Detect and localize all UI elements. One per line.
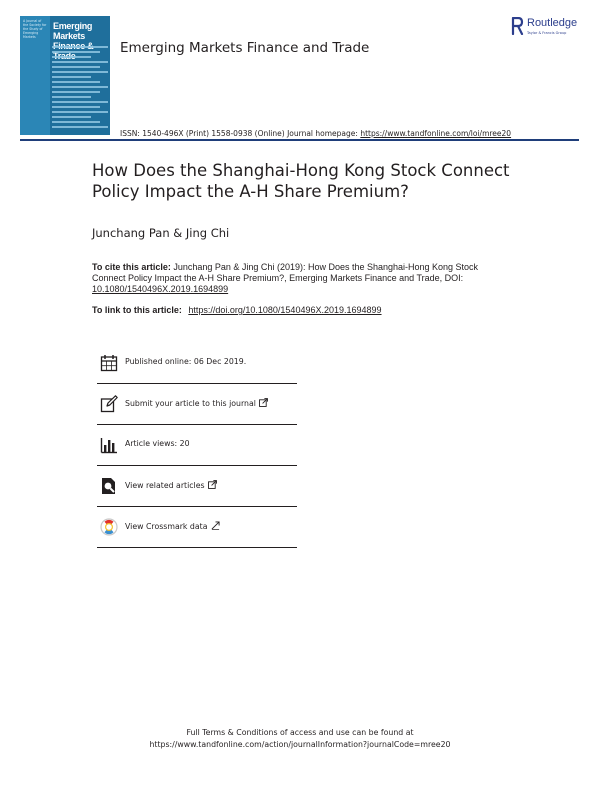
citation-doi-link[interactable]: 10.1080/1540496X.2019.1694899 <box>92 284 229 294</box>
crossmark-icon <box>100 518 118 536</box>
article-link-label: To link to this article: <box>92 305 182 315</box>
article-views-row <box>97 425 297 465</box>
citation-block <box>92 262 512 295</box>
routledge-logo-icon <box>511 17 524 35</box>
journal-homepage-link[interactable]: https://www.tandfonline.com/loi/mree20 <box>360 129 512 138</box>
cover-title-line1: Emerging Markets <box>53 21 93 41</box>
published-online-text: Published online: 06 Dec 2019. <box>125 357 247 366</box>
citation-label: To cite this article: <box>92 262 171 272</box>
issn-line <box>120 129 511 138</box>
submit-article-text: Submit your article to this journal <box>125 399 256 408</box>
article-link-line <box>92 305 382 315</box>
article-doi-link[interactable]: https://doi.org/10.1080/1540496X.2019.1694899 <box>188 305 382 315</box>
crossmark-link[interactable] <box>125 521 220 531</box>
article-authors: Junchang Pan & Jing Chi <box>92 226 230 240</box>
terms-footer-line1: Full Terms & Conditions of access and use can be found at <box>186 728 414 737</box>
citation-text: Junchang Pan & Jing Chi (2019): How Does the Shanghai-Hong Kong Stock Connect Policy Impact the A-H Share Premium?, Emerging Markets Finance and Trade, DOI: <box>92 262 479 283</box>
article-title: How Does the Shanghai-Hong Kong Stock Connect Policy Impact the A-H Share Premium? <box>92 161 510 201</box>
issn-text: ISSN: 1540-496X (Print) 1558-0938 (Online) Journal homepage: <box>120 129 358 138</box>
submit-article-row[interactable] <box>97 384 297 424</box>
external-link-icon <box>208 480 217 489</box>
related-articles-text: View related articles <box>125 481 205 490</box>
external-link-icon <box>259 398 268 407</box>
article-views-text: Article views: 20 <box>125 439 190 448</box>
submit-article-link[interactable] <box>125 398 268 408</box>
related-articles-link[interactable] <box>125 480 217 490</box>
bar-chart-icon <box>100 436 118 454</box>
header-divider <box>20 139 579 141</box>
related-articles-row[interactable] <box>97 466 297 506</box>
external-link-icon <box>211 521 220 530</box>
terms-footer <box>0 727 600 751</box>
cover-strip-text: A Journal of the Society for the Study of Emerging Markets <box>23 19 47 39</box>
crossmark-row[interactable] <box>97 507 297 547</box>
panel-divider <box>97 547 297 548</box>
publisher-logo[interactable] <box>511 16 591 40</box>
cover-side-strip <box>20 16 50 135</box>
terms-footer-link[interactable]: https://www.tandfonline.com/action/journalInformation?journalCode=mree20 <box>149 740 451 749</box>
journal-cover-image <box>20 16 110 135</box>
publisher-brand: Routledge <box>527 17 578 29</box>
cover-contents-lines <box>52 46 108 131</box>
crossmark-text: View Crossmark data <box>125 522 208 531</box>
journal-name: Emerging Markets Finance and Trade <box>120 40 370 56</box>
calendar-icon <box>100 354 118 372</box>
edit-icon <box>100 395 118 413</box>
published-online-row <box>97 343 297 383</box>
magnifier-icon <box>100 477 118 495</box>
publisher-tagline: Taylor & Francis Group <box>527 31 567 35</box>
